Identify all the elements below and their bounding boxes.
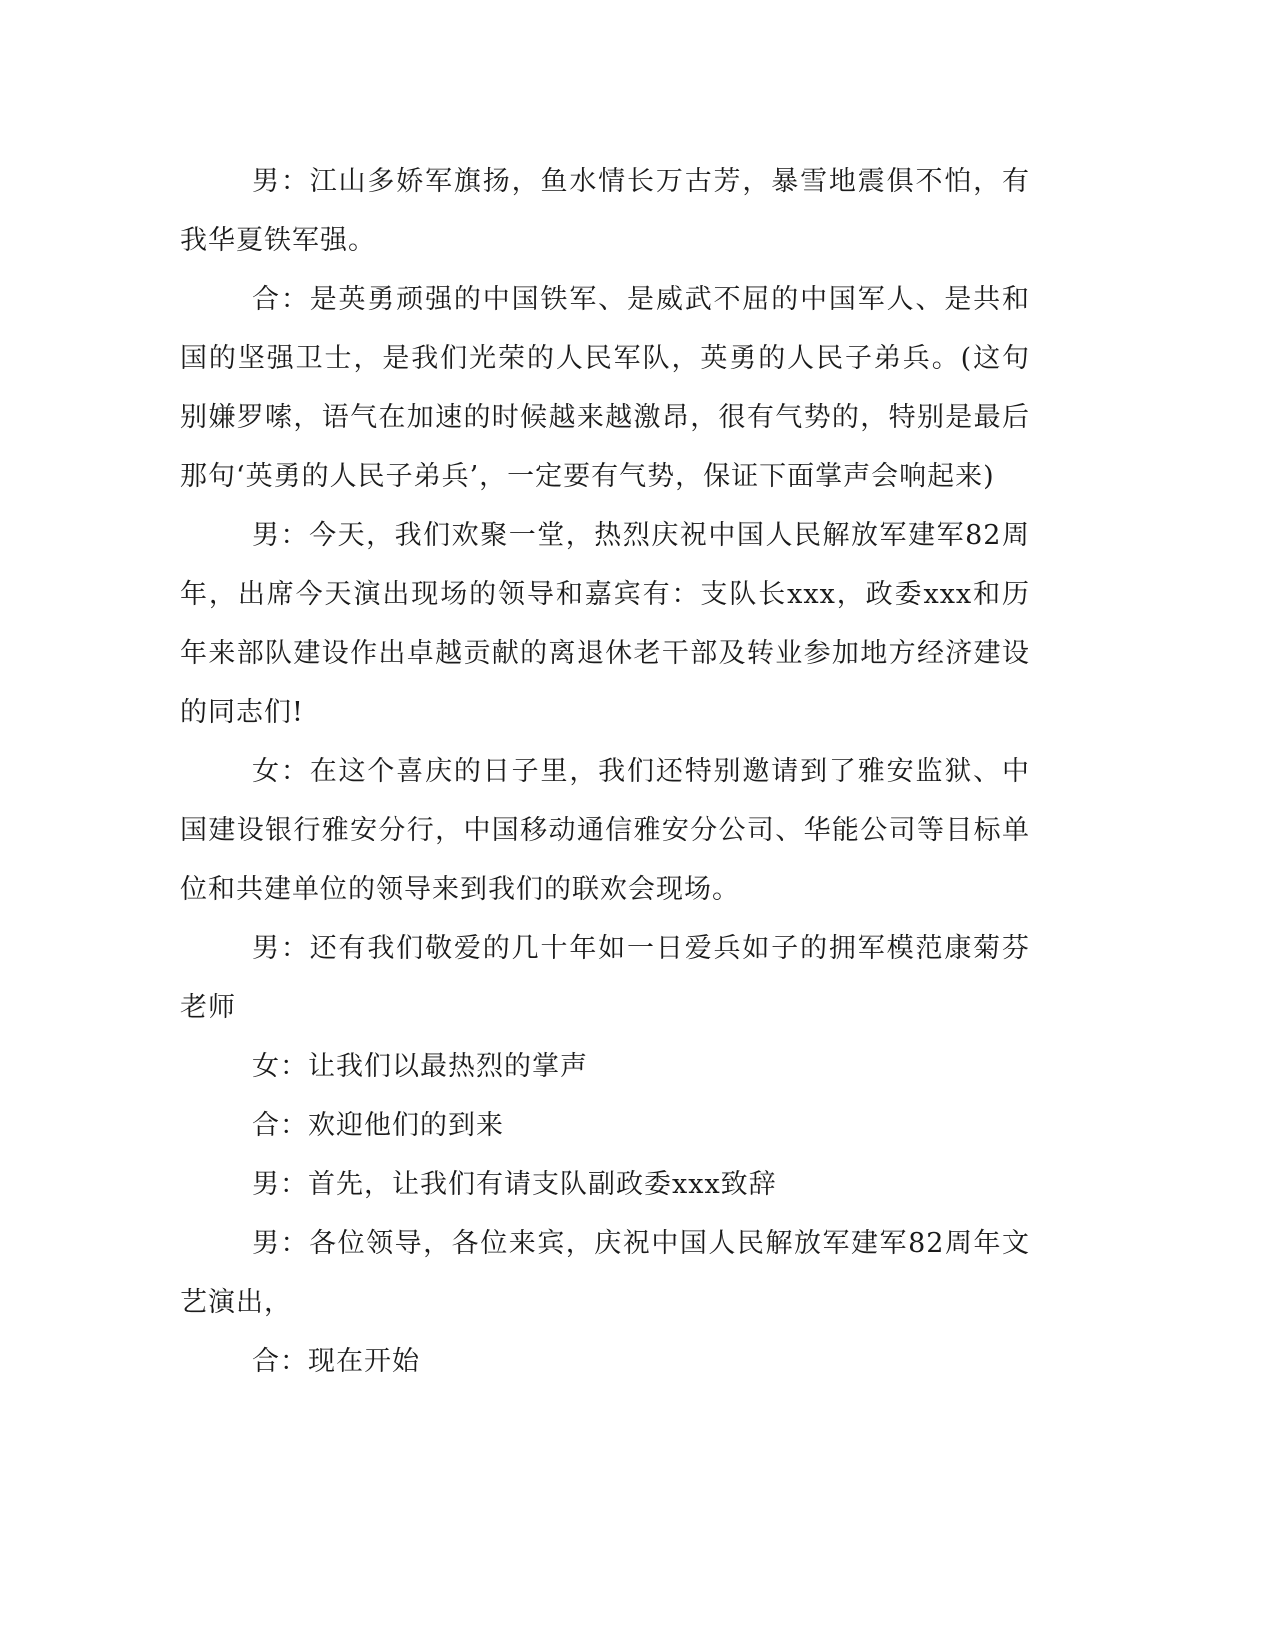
paragraph-2 <box>180 270 1030 506</box>
speaker-label: 男： <box>252 1228 310 1259</box>
paragraph-text: 现在开始 <box>308 1346 420 1377</box>
paragraph-text: 江山多娇军旗扬，鱼水情长万古芳，暴雪地震俱不怕，有我华夏铁军强。 <box>180 166 1031 256</box>
speaker-label: 合： <box>252 1346 308 1377</box>
paragraph-6 <box>180 1037 1030 1096</box>
paragraph-10 <box>180 1332 1030 1391</box>
paragraph-text: 让我们以最热烈的掌声 <box>308 1051 588 1082</box>
speaker-label: 男： <box>252 520 310 551</box>
speaker-label: 男： <box>252 1169 308 1200</box>
paragraph-text: 今天，我们欢聚一堂，热烈庆祝中国人民解放军建军82周年，出席今天演出现场的领导和嘉宾有：支队长xxx，政委xxx和历年来部队建设作出卓越贡献的离退休老干部及转业参加地方经济建设的同志们! <box>180 520 1031 728</box>
paragraph-7 <box>180 1096 1030 1155</box>
paragraph-8 <box>180 1155 1030 1214</box>
paragraph-text: 首先，让我们有请支队副政委xxx致辞 <box>308 1169 777 1200</box>
speaker-label: 女： <box>252 1051 308 1082</box>
speaker-label: 合： <box>252 1110 308 1141</box>
paragraph-text: 在这个喜庆的日子里，我们还特别邀请到了雅安监狱、中国建设银行雅安分行，中国移动通信雅安分公司、华能公司等目标单位和共建单位的领导来到我们的联欢会现场。 <box>180 756 1031 905</box>
document-body <box>180 152 1030 1391</box>
paragraph-1 <box>180 152 1030 270</box>
paragraph-4 <box>180 742 1030 919</box>
speaker-label: 女： <box>252 756 310 787</box>
speaker-label: 男： <box>252 933 310 964</box>
paragraph-5 <box>180 919 1030 1037</box>
paragraph-9 <box>180 1214 1030 1332</box>
paragraph-3 <box>180 506 1030 742</box>
paragraph-text: 还有我们敬爱的几十年如一日爱兵如子的拥军模范康菊芬老师 <box>180 933 1031 1023</box>
speaker-label: 合： <box>252 284 310 315</box>
paragraph-text: 欢迎他们的到来 <box>308 1110 504 1141</box>
paragraph-text: 是英勇顽强的中国铁军、是威武不屈的中国军人、是共和国的坚强卫士，是我们光荣的人民军队，英勇的人民子弟兵。(这句别嫌罗嗦，语气在加速的时候越来越激昂，很有气势的，特别是最后那句‘英勇的人民子弟兵’，一定要有气势，保证下面掌声会响起来) <box>180 284 1031 492</box>
paragraph-text: 各位领导，各位来宾，庆祝中国人民解放军建军82周年文艺演出， <box>180 1228 1031 1318</box>
speaker-label: 男： <box>252 166 310 197</box>
